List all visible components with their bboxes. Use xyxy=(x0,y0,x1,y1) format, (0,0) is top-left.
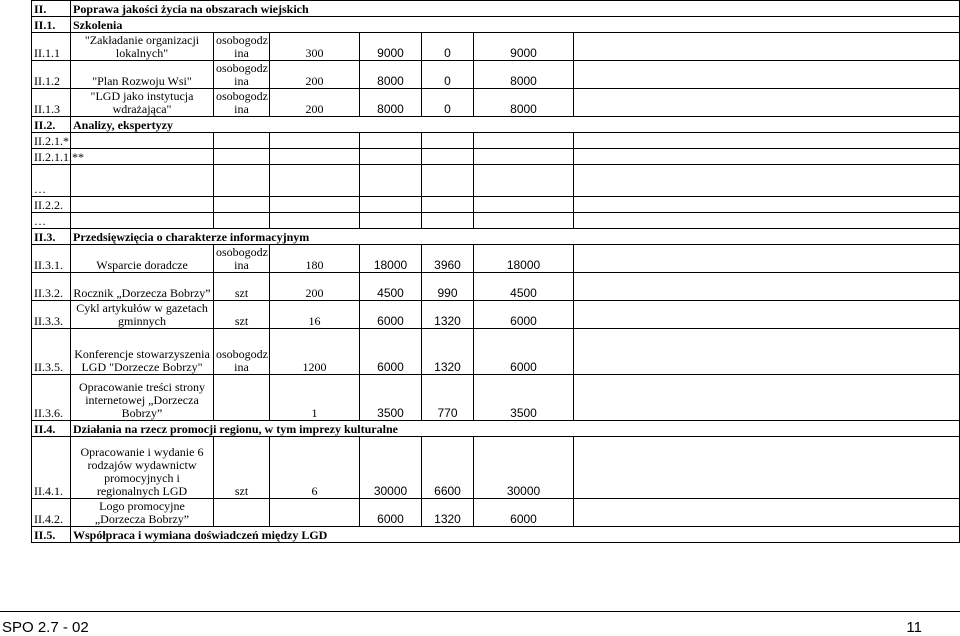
value-grant: 18000 xyxy=(474,245,574,273)
item-name: Opracowanie treści strony internetowej „Dorzecza Bobrzy” xyxy=(71,375,214,421)
value-total: 6000 xyxy=(360,329,422,375)
item-name xyxy=(71,133,214,149)
unit-cell: osobogodz ina xyxy=(214,329,270,375)
value-grant xyxy=(474,213,574,229)
value-own: 0 xyxy=(422,33,474,61)
footer-divider xyxy=(0,611,960,612)
unit-cell xyxy=(214,165,270,197)
section-row xyxy=(32,17,960,33)
item-name: Wsparcie doradcze xyxy=(71,245,214,273)
table-row xyxy=(32,273,960,301)
item-name xyxy=(71,213,214,229)
value-own xyxy=(422,149,474,165)
item-name: Rocznik „Dorzecza Bobrzy” xyxy=(71,273,214,301)
budget-table xyxy=(31,0,960,543)
section-title: Poprawa jakości życia na obszarach wiejskich xyxy=(71,1,960,17)
quantity-cell xyxy=(270,213,360,229)
unit-cell: osobogodz ina xyxy=(214,33,270,61)
row-code: II.1.1 xyxy=(32,33,71,61)
section-row xyxy=(32,421,960,437)
empty-cell xyxy=(574,165,960,197)
empty-cell xyxy=(574,133,960,149)
value-own: 1320 xyxy=(422,329,474,375)
empty-cell xyxy=(574,437,960,499)
quantity-cell xyxy=(270,165,360,197)
unit-cell xyxy=(214,499,270,527)
table-row xyxy=(32,33,960,61)
section-row xyxy=(32,1,960,17)
row-code: II. xyxy=(32,1,71,17)
row-code: … xyxy=(32,213,71,229)
value-grant: 6000 xyxy=(474,329,574,375)
value-grant: 3500 xyxy=(474,375,574,421)
value-total xyxy=(360,149,422,165)
section-title: Działania na rzecz promocji regionu, w tym imprezy kulturalne xyxy=(71,421,960,437)
value-total: 8000 xyxy=(360,61,422,89)
item-name: Opracowanie i wydanie 6 rodzajów wydawnictw promocyjnych i regionalnych LGD xyxy=(71,437,214,499)
table-row xyxy=(32,245,960,273)
value-total xyxy=(360,133,422,149)
value-own: 1320 xyxy=(422,499,474,527)
row-code: II.3.3. xyxy=(32,301,71,329)
empty-cell xyxy=(574,213,960,229)
empty-cell xyxy=(574,329,960,375)
quantity-cell: 200 xyxy=(270,89,360,117)
empty-cell xyxy=(574,301,960,329)
unit-cell xyxy=(214,213,270,229)
unit-cell xyxy=(214,375,270,421)
unit-cell xyxy=(214,197,270,213)
value-total: 8000 xyxy=(360,89,422,117)
row-code: II.5. xyxy=(32,527,71,543)
value-own xyxy=(422,197,474,213)
row-code: II.3.1. xyxy=(32,245,71,273)
unit-cell xyxy=(214,149,270,165)
row-code: II.4.2. xyxy=(32,499,71,527)
value-grant xyxy=(474,197,574,213)
empty-cell xyxy=(574,273,960,301)
value-total xyxy=(360,165,422,197)
quantity-cell: 1 xyxy=(270,375,360,421)
item-name: Cykl artykułów w gazetach gminnych xyxy=(71,301,214,329)
table-row xyxy=(32,213,960,229)
row-code: II.2. xyxy=(32,117,71,133)
value-total xyxy=(360,213,422,229)
row-code: II.2.1.1.** xyxy=(32,149,71,165)
section-row xyxy=(32,229,960,245)
value-grant xyxy=(474,165,574,197)
row-code: II.1.2 xyxy=(32,61,71,89)
quantity-cell: 200 xyxy=(270,61,360,89)
section-title: Szkolenia xyxy=(71,17,960,33)
empty-cell xyxy=(574,245,960,273)
value-grant: 8000 xyxy=(474,61,574,89)
quantity-cell: 1200 xyxy=(270,329,360,375)
value-own: 3960 xyxy=(422,245,474,273)
value-own xyxy=(422,165,474,197)
quantity-cell: 6 xyxy=(270,437,360,499)
empty-cell xyxy=(574,89,960,117)
value-grant: 30000 xyxy=(474,437,574,499)
quantity-cell xyxy=(270,499,360,527)
unit-cell: szt xyxy=(214,301,270,329)
value-total: 3500 xyxy=(360,375,422,421)
table-row xyxy=(32,499,960,527)
row-code: II.4. xyxy=(32,421,71,437)
quantity-cell: 180 xyxy=(270,245,360,273)
row-code: II.3.6. xyxy=(32,375,71,421)
section-title: Analizy, ekspertyzy xyxy=(71,117,960,133)
table-row xyxy=(32,301,960,329)
item-name xyxy=(71,197,214,213)
table-row xyxy=(32,329,960,375)
value-grant xyxy=(474,133,574,149)
table-row xyxy=(32,89,960,117)
section-title: Przedsięwzięcia o charakterze informacyjnym xyxy=(71,229,960,245)
value-own: 0 xyxy=(422,61,474,89)
item-name xyxy=(71,165,214,197)
value-grant: 9000 xyxy=(474,33,574,61)
row-code: II.3.2. xyxy=(32,273,71,301)
value-total: 6000 xyxy=(360,301,422,329)
table-row xyxy=(32,437,960,499)
value-own xyxy=(422,133,474,149)
value-total: 18000 xyxy=(360,245,422,273)
row-code: II.1. xyxy=(32,17,71,33)
value-own: 1320 xyxy=(422,301,474,329)
section-row xyxy=(32,117,960,133)
empty-cell xyxy=(574,375,960,421)
value-grant: 8000 xyxy=(474,89,574,117)
table-row xyxy=(32,165,960,197)
item-name xyxy=(71,149,214,165)
table-row xyxy=(32,61,960,89)
empty-cell xyxy=(574,149,960,165)
unit-cell: szt xyxy=(214,273,270,301)
empty-cell xyxy=(574,61,960,89)
unit-cell: osobogodz ina xyxy=(214,89,270,117)
value-total: 6000 xyxy=(360,499,422,527)
quantity-cell: 300 xyxy=(270,33,360,61)
item-name: "Plan Rozwoju Wsi" xyxy=(71,61,214,89)
row-code: II.3. xyxy=(32,229,71,245)
unit-cell xyxy=(214,133,270,149)
value-total: 30000 xyxy=(360,437,422,499)
value-grant xyxy=(474,149,574,165)
table-row xyxy=(32,197,960,213)
value-own: 0 xyxy=(422,89,474,117)
quantity-cell: 16 xyxy=(270,301,360,329)
quantity-cell xyxy=(270,133,360,149)
table-row xyxy=(32,133,960,149)
value-own: 990 xyxy=(422,273,474,301)
row-code: II.2.1.* xyxy=(32,133,71,149)
row-code: II.1.3 xyxy=(32,89,71,117)
quantity-cell xyxy=(270,149,360,165)
unit-cell: szt xyxy=(214,437,270,499)
row-code: … xyxy=(32,165,71,197)
footer-document-code: SPO 2.7 - 02 xyxy=(2,619,89,636)
empty-cell xyxy=(574,197,960,213)
table-row xyxy=(32,375,960,421)
value-total xyxy=(360,197,422,213)
value-own xyxy=(422,213,474,229)
section-row xyxy=(32,527,960,543)
unit-cell: osobogodz ina xyxy=(214,61,270,89)
unit-cell: osobogodz ina xyxy=(214,245,270,273)
empty-cell xyxy=(574,499,960,527)
item-name: "LGD jako instytucja wdrażająca" xyxy=(71,89,214,117)
value-grant: 6000 xyxy=(474,301,574,329)
value-total: 9000 xyxy=(360,33,422,61)
value-total: 4500 xyxy=(360,273,422,301)
value-grant: 6000 xyxy=(474,499,574,527)
item-name: Logo promocyjne „Dorzecza Bobrzy” xyxy=(71,499,214,527)
section-title: Współpraca i wymiana doświadczeń między LGD xyxy=(71,527,960,543)
footer-page-number: 11 xyxy=(906,619,922,636)
value-grant: 4500 xyxy=(474,273,574,301)
row-code: II.4.1. xyxy=(32,437,71,499)
value-own: 770 xyxy=(422,375,474,421)
quantity-cell xyxy=(270,197,360,213)
quantity-cell: 200 xyxy=(270,273,360,301)
empty-cell xyxy=(574,33,960,61)
item-name: "Zakładanie organizacji lokalnych" xyxy=(71,33,214,61)
item-name: Konferencje stowarzyszenia LGD "Dorzecze Bobrzy" xyxy=(71,329,214,375)
value-own: 6600 xyxy=(422,437,474,499)
table-row xyxy=(32,149,960,165)
row-code: II.3.5. xyxy=(32,329,71,375)
row-code: II.2.2. xyxy=(32,197,71,213)
